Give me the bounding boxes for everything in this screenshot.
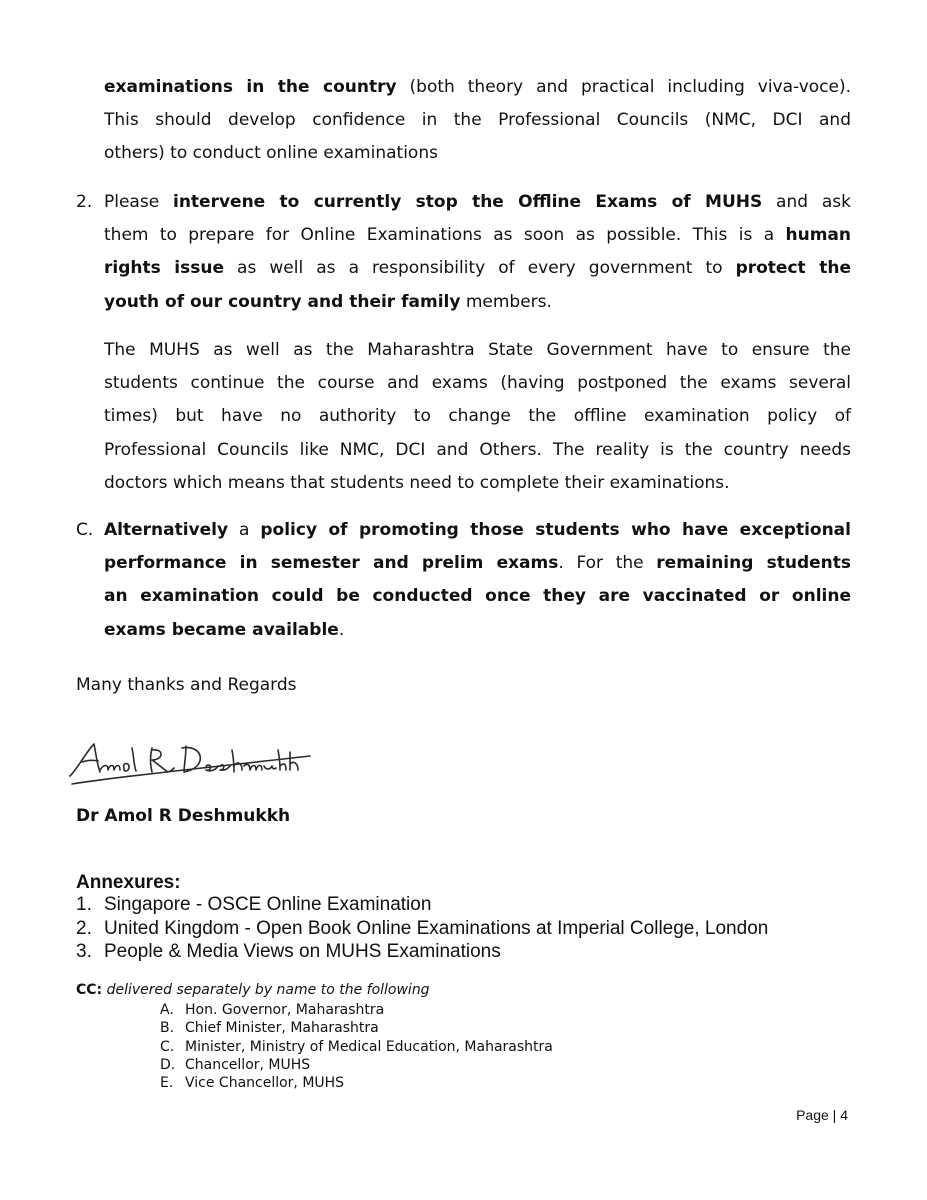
annexure-number: 3.: [76, 941, 92, 962]
intro-line-2: This should develop confidence in the Professional Councils (NMC, DCI and: [104, 110, 851, 131]
cc-text: Chief Minister, Maharashtra: [185, 1020, 379, 1037]
text: members.: [460, 291, 552, 312]
bold-text: performance in semester and prelim exams: [104, 553, 559, 574]
item-c-line-2: [104, 547, 851, 580]
cc-letter: C.: [160, 1038, 175, 1055]
cc-letter: E.: [160, 1075, 174, 1092]
page-number: 4: [840, 1107, 848, 1123]
item-2-line-3: [104, 252, 851, 285]
p2-line-1: The MUHS as well as the Maharashtra State Government have to ensure the: [104, 340, 851, 360]
item-2-paragraph: [104, 186, 851, 319]
bold-text: human: [785, 225, 851, 246]
cc-letter: B.: [160, 1020, 175, 1037]
cc-text: Vice Chancellor, MUHS: [185, 1075, 345, 1092]
cc-intro: delivered separately by name to the following: [106, 982, 430, 998]
annexure-text: United Kingdom - Open Book Online Examinations at Imperial College, London: [104, 917, 769, 939]
item-c-number: C.: [76, 520, 94, 540]
signer-name: Dr Amol R Deshmukkh: [76, 806, 291, 826]
cc-text: Hon. Governor, Maharashtra: [185, 1002, 385, 1018]
cc-letter: A.: [160, 1002, 174, 1018]
item-2-line-2: [104, 219, 851, 252]
bold-text: remaining students: [656, 553, 851, 574]
item-2-line-1: [104, 186, 851, 219]
bold-text: protect the: [735, 258, 851, 279]
annexure-number: 2.: [76, 917, 92, 939]
text: them to prepare for Online Examinations as soon as possible. This is a: [104, 225, 786, 246]
p2-line-4: Professional Councils like NMC, DCI and Others. The reality is the country needs: [104, 439, 851, 460]
text: a: [228, 520, 261, 540]
item-2-number: 2.: [76, 192, 93, 212]
item-2-paragraph-2: [104, 334, 851, 500]
item-2-line-4: [104, 286, 851, 319]
p2-line-3: times) but have no authority to change the offline examination policy of: [104, 406, 851, 427]
p2-line-5: doctors which means that students need to complete their examinations.: [104, 472, 730, 493]
bold-text: an examination could be conducted once they are vaccinated or online: [104, 586, 851, 607]
bold-text: exams became available: [104, 619, 339, 640]
closing-text: Many thanks and Regards: [76, 675, 297, 695]
text: as well as a responsibility of every government to: [224, 258, 736, 279]
cc-line: [76, 981, 430, 999]
bold-text: policy of promoting those students who have exceptional: [260, 520, 851, 540]
signature-image: [64, 738, 314, 788]
bold-text: youth of our country and their family: [104, 291, 461, 312]
intro-line-1: [104, 71, 851, 104]
cc-text: Minister, Ministry of Medical Education, Maharashtra: [185, 1038, 553, 1055]
cc-text: Chancellor, MUHS: [185, 1056, 311, 1073]
annexure-item: [76, 940, 856, 964]
bold-text: examinations in the country: [104, 77, 397, 97]
intro-paragraph: [104, 71, 851, 171]
page-label: Page: [796, 1107, 829, 1123]
page-footer: [796, 1107, 848, 1123]
text: Please: [104, 192, 173, 212]
bold-text: Alternatively: [104, 520, 229, 540]
annexure-item: [76, 917, 856, 941]
cc-letter: D.: [160, 1056, 176, 1073]
annexures-list: [76, 893, 856, 964]
p2-line-2: students continue the course and exams (having postponed the exams several: [104, 373, 851, 394]
text: and ask: [762, 192, 851, 212]
annexures-heading: Annexures:: [76, 872, 181, 893]
item-c-line-4: [104, 614, 851, 647]
annexure-text: Singapore - OSCE Online Examination: [104, 894, 432, 915]
bold-text: intervene to currently stop the Offline Exams of MUHS: [173, 192, 763, 212]
page-separator: |: [832, 1107, 837, 1123]
text: .: [338, 619, 345, 640]
text: (both theory and practical including viva-voce).: [396, 77, 851, 97]
item-c-paragraph: [104, 514, 851, 647]
annexure-text: People & Media Views on MUHS Examinations: [104, 941, 501, 962]
annexure-item: [76, 893, 856, 917]
text: . For the: [558, 553, 657, 574]
cc-label: CC:: [76, 982, 103, 998]
item-c-line-3: [104, 580, 851, 613]
item-c-line-1: [104, 514, 851, 547]
bold-text: rights issue: [104, 258, 224, 279]
annexure-number: 1.: [76, 894, 92, 915]
intro-line-3: others) to conduct online examinations: [104, 143, 438, 164]
